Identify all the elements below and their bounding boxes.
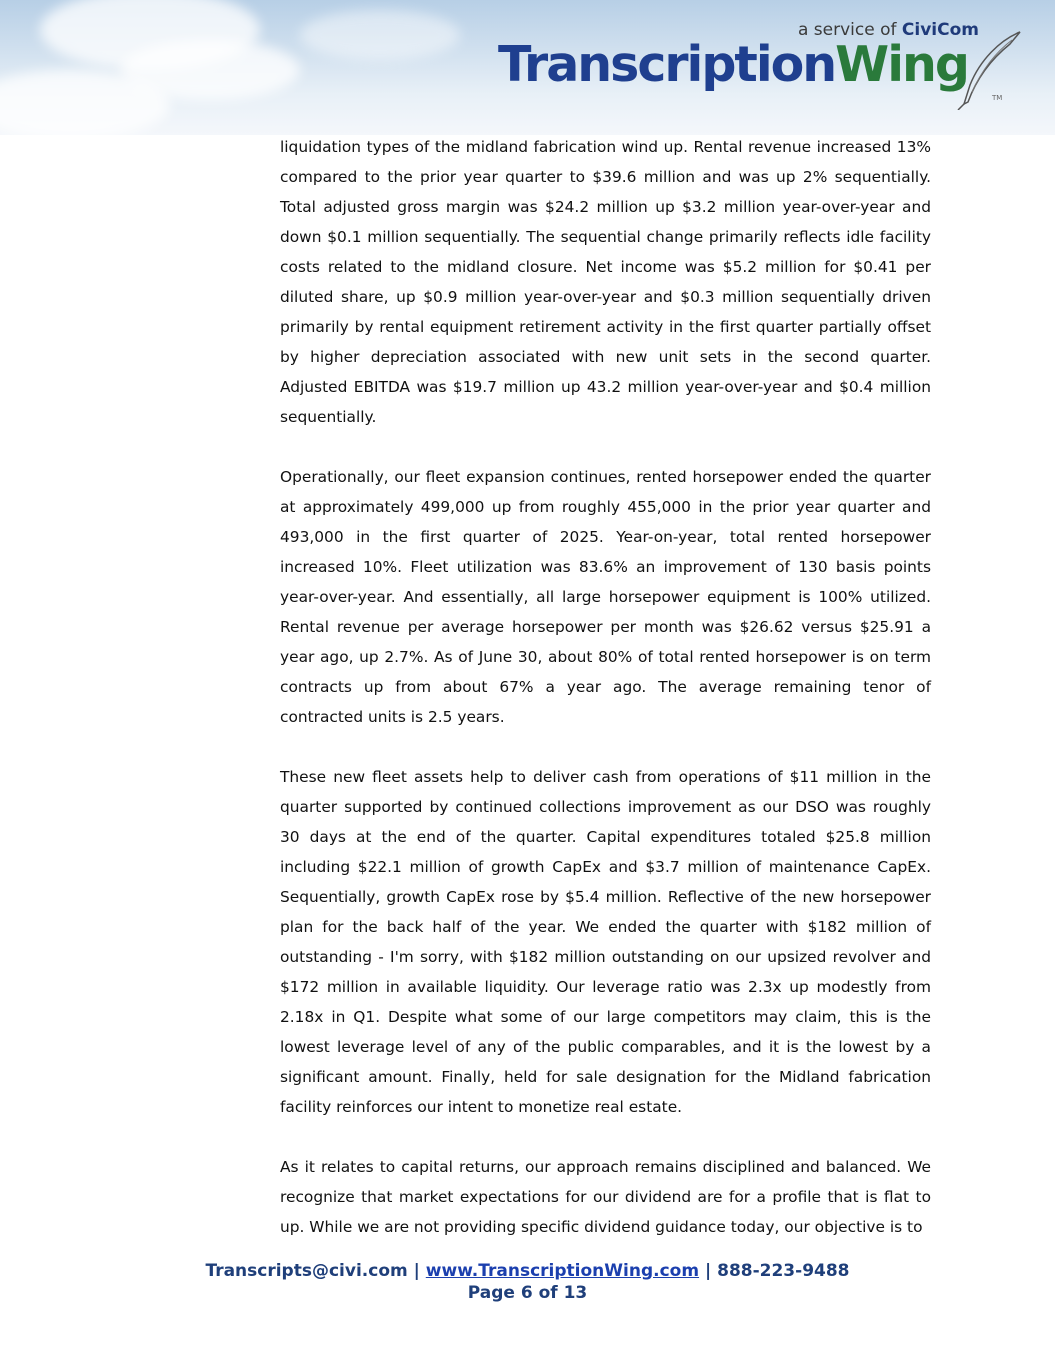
trademark-mark: TM — [992, 94, 1003, 102]
website-link[interactable]: www.TranscriptionWing.com — [425, 1261, 700, 1281]
contact-line — [0, 1260, 1055, 1282]
paragraph-3: These new fleet assets help to deliver cash from operations of $11 million in the quarter supported by continued collections improvement as our DSO was roughly 30 days at the end of the quarter. Capital expenditures totaled $25.8 million including $22.1 million of growth CapEx and $3.7 million of maintenance CapEx. Sequentially, growth CapEx rose by $5.4 million. Reflective of the new horsepower plan for the back half of the year. We ended the quarter with $182 million of outstanding - I'm sorry, with $182 million outstanding on our upsized revolver and $172 million in available liquidity. Our leverage ratio was 2.3x up modestly from 2.18x in Q1. Despite what some of our large competitors may claim, this is the lowest leverage level of any of the public comparables, and it is the lowest by a significant amount. Finally, held for sale designation for the Midland fabrication facility reinforces our intent to monetize real estate. — [280, 768, 931, 1116]
page-number: Page 6 of 13 — [467, 1283, 588, 1303]
service-prefix: a service of — [797, 20, 897, 40]
contact-phone: 888-223-9488 — [717, 1261, 850, 1281]
page-footer — [0, 1260, 1055, 1304]
paragraph-2: Operationally, our fleet expansion continues, rented horsepower ended the quarter at approximately 499,000 up from roughly 455,000 in the prior year quarter and 493,000 in the first quarter of 2025. Year-on-year, total rented horsepower increased 10%. Fleet utilization was 83.6% an improvement of 130 basis points year-over-year. And essentially, all large horsepower equipment is 100% utilized. Rental revenue per average horsepower per month was $26.62 versus $25.91 a year ago, up 2.7%. As of June 30, about 80% of total rented horsepower is on term contracts up from about 67% a year ago. The average remaining tenor of contracted units is 2.5 years. — [280, 468, 931, 726]
transcript-body — [280, 132, 931, 1272]
page-header — [0, 0, 1055, 135]
cloud-decoration — [300, 10, 460, 60]
logo-part-wing: Wing — [835, 36, 968, 93]
footer-separator: | — [704, 1261, 712, 1281]
civicom-brand: CiviCom — [901, 20, 979, 40]
contact-email[interactable]: Transcripts@civi.com — [205, 1261, 408, 1281]
footer-separator: | — [413, 1261, 420, 1281]
transcriptionwing-logo — [498, 36, 968, 93]
logo-part-transcription: Transcription — [498, 36, 836, 93]
feather-quill-icon — [950, 30, 1024, 110]
paragraph-4: As it relates to capital returns, our approach remains disciplined and balanced. We recognize that market expectations for our dividend are for a profile that is flat to up. While we are not providing specific dividend guidance today, our objective is to — [280, 1158, 931, 1236]
paragraph-1: liquidation types of the midland fabrication wind up. Rental revenue increased 13% compared to the prior year quarter to $39.6 million and was up 2% sequentially. Total adjusted gross margin was $24.2 million up $3.2 million year-over-year and down $0.1 million sequentially. The sequential change primarily reflects idle facility costs related to the midland closure. Net income was $5.2 million for $0.41 per diluted share, up $0.9 million year-over-year and $0.3 million sequentially driven primarily by rental equipment retirement activity in the first quarter partially offset by higher depreciation associated with new unit sets in the second quarter. Adjusted EBITDA was $19.7 million up 43.2 million year-over-year and $0.4 million sequentially. — [280, 138, 931, 426]
